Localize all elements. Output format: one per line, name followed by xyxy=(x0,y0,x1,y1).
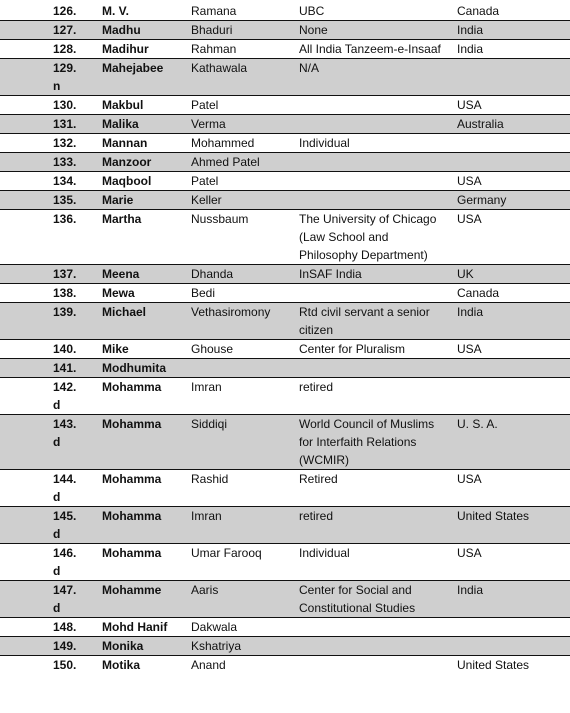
table-row xyxy=(0,115,570,134)
country-cell: USA xyxy=(457,210,570,265)
table-row xyxy=(0,96,570,115)
organization-cell: Rtd civil servant a senior citizen xyxy=(299,303,457,340)
row-number-suffix: d xyxy=(53,527,61,541)
organization-cell: World Council of Muslims for Interfaith Relations (WCMIR) xyxy=(299,415,457,470)
table-row xyxy=(0,507,570,544)
table-row xyxy=(0,284,570,303)
table-row xyxy=(0,134,570,153)
table-row xyxy=(0,656,570,675)
first-name-cell: Monika xyxy=(102,637,191,656)
organization-cell: InSAF India xyxy=(299,265,457,284)
country-cell xyxy=(457,378,570,415)
table-row xyxy=(0,210,570,265)
row-number: 142. xyxy=(53,380,77,394)
row-number-cell xyxy=(0,210,102,265)
organization-cell xyxy=(299,284,457,303)
last-name-cell xyxy=(191,359,299,378)
table-row xyxy=(0,2,570,21)
row-number: 147. xyxy=(53,583,77,597)
table-row xyxy=(0,303,570,340)
row-number-cell xyxy=(0,21,102,40)
row-number-cell xyxy=(0,284,102,303)
first-name-cell: Marie xyxy=(102,191,191,210)
country-cell: USA xyxy=(457,544,570,581)
country-cell: India xyxy=(457,21,570,40)
row-number-cell xyxy=(0,378,102,415)
first-name-cell: M. V. xyxy=(102,4,129,18)
signatories-table xyxy=(0,2,570,674)
row-number-cell xyxy=(0,359,102,378)
table-row xyxy=(0,470,570,507)
organization-cell: UBC xyxy=(299,4,325,18)
organization-cell xyxy=(299,637,457,656)
first-name-cell: Mohd Hanif xyxy=(102,618,191,637)
row-number-cell xyxy=(0,656,102,675)
row-number-cell xyxy=(0,303,102,340)
country-cell xyxy=(457,134,570,153)
row-number: 128. xyxy=(53,42,77,56)
row-number-cell xyxy=(0,507,102,544)
row-number: 130. xyxy=(53,98,77,112)
last-name-cell: Verma xyxy=(191,115,299,134)
organization-cell xyxy=(299,153,457,172)
first-name-cell: Modhumita xyxy=(102,359,191,378)
row-number: 131. xyxy=(53,117,77,131)
last-name-cell: Bedi xyxy=(191,284,299,303)
country-cell: India xyxy=(457,40,570,59)
country-cell: USA xyxy=(457,96,570,115)
organization-cell xyxy=(299,96,457,115)
first-name-cell: Madihur xyxy=(102,40,191,59)
table-row xyxy=(0,544,570,581)
organization-cell: Center for Social and Constitutional Studies xyxy=(299,581,457,618)
table-row xyxy=(0,153,570,172)
table-row xyxy=(0,340,570,359)
row-number: 138. xyxy=(53,286,77,300)
last-name-cell: Patel xyxy=(191,96,299,115)
last-name-cell: Umar Farooq xyxy=(191,544,299,581)
row-number-cell xyxy=(0,191,102,210)
first-name-cell: Mike xyxy=(102,340,191,359)
organization-cell: N/A xyxy=(299,59,457,96)
last-name-cell: Rashid xyxy=(191,470,299,507)
row-number: 144. xyxy=(53,472,77,486)
last-name-cell: Patel xyxy=(191,172,299,191)
first-name-cell: Mewa xyxy=(102,284,191,303)
signatories-table-body xyxy=(0,2,570,674)
organization-cell: retired xyxy=(299,507,457,544)
last-name-cell: Imran xyxy=(191,507,299,544)
organization-cell xyxy=(299,191,457,210)
row-number-cell xyxy=(0,2,102,21)
last-name-cell: Kshatriya xyxy=(191,637,299,656)
row-number-suffix: n xyxy=(53,79,61,93)
first-name-cell: Mahejabee xyxy=(102,59,191,96)
first-name-cell: Mannan xyxy=(102,134,191,153)
organization-cell xyxy=(299,618,457,637)
country-cell: USA xyxy=(457,470,570,507)
first-name-cell: Meena xyxy=(102,265,191,284)
row-number: 136. xyxy=(53,212,77,226)
last-name-cell: Anand xyxy=(191,656,299,675)
organization-cell xyxy=(299,172,457,191)
organization-cell: All India Tanzeem-e-Insaaf xyxy=(299,40,457,59)
row-number-cell xyxy=(0,134,102,153)
table-row xyxy=(0,59,570,96)
country-cell: Australia xyxy=(457,115,570,134)
country-cell: USA xyxy=(457,172,570,191)
country-cell xyxy=(457,637,570,656)
row-number-cell xyxy=(0,637,102,656)
row-number: 129. xyxy=(53,61,77,75)
first-name-cell: Mohamma xyxy=(102,544,191,581)
first-name-cell: Mohamma xyxy=(102,415,191,470)
country-cell: Germany xyxy=(457,191,570,210)
row-number-cell xyxy=(0,96,102,115)
row-number-cell xyxy=(0,340,102,359)
country-cell: India xyxy=(457,581,570,618)
country-cell: USA xyxy=(457,340,570,359)
row-number: 133. xyxy=(53,155,77,169)
row-number: 140. xyxy=(53,342,77,356)
row-number-cell xyxy=(0,153,102,172)
last-name-cell: Mohammed xyxy=(191,134,299,153)
first-name-cell: Maqbool xyxy=(102,172,191,191)
organization-cell: The University of Chicago (Law School and Philosophy Department) xyxy=(299,210,457,265)
first-name-cell: Mohamma xyxy=(102,507,191,544)
table-row xyxy=(0,40,570,59)
first-name-cell: Makbul xyxy=(102,96,191,115)
last-name-cell: Aaris xyxy=(191,581,299,618)
last-name-cell: Imran xyxy=(191,378,299,415)
country-cell: United States xyxy=(457,507,570,544)
row-number-cell xyxy=(0,172,102,191)
row-number-cell xyxy=(0,544,102,581)
table-row xyxy=(0,359,570,378)
last-name-cell: Kathawala xyxy=(191,59,299,96)
last-name-cell: Ramana xyxy=(191,4,237,18)
table-row xyxy=(0,21,570,40)
organization-cell xyxy=(299,656,457,675)
organization-cell: None xyxy=(299,21,457,40)
first-name-cell: Michael xyxy=(102,303,191,340)
first-name-cell: Mohamma xyxy=(102,378,191,415)
first-name-cell: Mohamme xyxy=(102,581,191,618)
table-row xyxy=(0,618,570,637)
row-number-suffix: d xyxy=(53,435,61,449)
row-number: 135. xyxy=(53,193,77,207)
table-row xyxy=(0,191,570,210)
organization-cell: Retired xyxy=(299,470,457,507)
last-name-cell: Rahman xyxy=(191,40,299,59)
country-cell: U. S. A. xyxy=(457,415,570,470)
row-number: 146. xyxy=(53,546,77,560)
organization-cell: Individual xyxy=(299,544,457,581)
row-number: 126. xyxy=(53,4,77,18)
table-row xyxy=(0,637,570,656)
organization-cell: Individual xyxy=(299,134,457,153)
country-cell: India xyxy=(457,303,570,340)
country-cell xyxy=(457,59,570,96)
row-number-suffix: d xyxy=(53,601,61,615)
row-number-cell xyxy=(0,415,102,470)
row-number: 132. xyxy=(53,136,77,150)
table-row xyxy=(0,378,570,415)
table-row xyxy=(0,172,570,191)
last-name-cell: Dhanda xyxy=(191,265,299,284)
row-number: 150. xyxy=(53,658,77,672)
last-name-cell: Keller xyxy=(191,191,299,210)
last-name-cell: Ghouse xyxy=(191,340,299,359)
row-number: 143. xyxy=(53,417,77,431)
row-number: 149. xyxy=(53,639,77,653)
organization-cell xyxy=(299,359,457,378)
row-number-suffix: d xyxy=(53,490,61,504)
row-number-cell xyxy=(0,40,102,59)
row-number-cell xyxy=(0,618,102,637)
organization-cell: Center for Pluralism xyxy=(299,340,457,359)
country-cell xyxy=(457,359,570,378)
country-cell: Canada xyxy=(457,4,500,18)
last-name-cell: Vethasiromony xyxy=(191,303,299,340)
country-cell: United States xyxy=(457,656,570,675)
row-number-cell xyxy=(0,470,102,507)
organization-cell xyxy=(299,115,457,134)
row-number: 137. xyxy=(53,267,77,281)
row-number-suffix: d xyxy=(53,564,61,578)
first-name-cell: Madhu xyxy=(102,21,191,40)
table-row xyxy=(0,581,570,618)
last-name-cell: Ahmed Patel xyxy=(191,153,299,172)
last-name-cell: Nussbaum xyxy=(191,210,299,265)
first-name-cell: Martha xyxy=(102,210,191,265)
country-cell: Canada xyxy=(457,284,570,303)
row-number: 134. xyxy=(53,174,77,188)
row-number: 141. xyxy=(53,361,77,375)
row-number: 139. xyxy=(53,305,77,319)
row-number: 127. xyxy=(53,23,77,37)
row-number-cell xyxy=(0,59,102,96)
table-row xyxy=(0,265,570,284)
country-cell xyxy=(457,618,570,637)
row-number-suffix: d xyxy=(53,398,61,412)
row-number: 148. xyxy=(53,620,77,634)
first-name-cell: Malika xyxy=(102,115,191,134)
first-name-cell: Manzoor xyxy=(102,153,191,172)
row-number-cell xyxy=(0,265,102,284)
row-number: 145. xyxy=(53,509,77,523)
first-name-cell: Mohamma xyxy=(102,470,191,507)
row-number-cell xyxy=(0,115,102,134)
country-cell: UK xyxy=(457,265,570,284)
last-name-cell: Dakwala xyxy=(191,618,299,637)
country-cell xyxy=(457,153,570,172)
last-name-cell: Bhaduri xyxy=(191,21,299,40)
table-row xyxy=(0,415,570,470)
last-name-cell: Siddiqi xyxy=(191,415,299,470)
first-name-cell: Motika xyxy=(102,656,191,675)
row-number-cell xyxy=(0,581,102,618)
organization-cell: retired xyxy=(299,378,457,415)
